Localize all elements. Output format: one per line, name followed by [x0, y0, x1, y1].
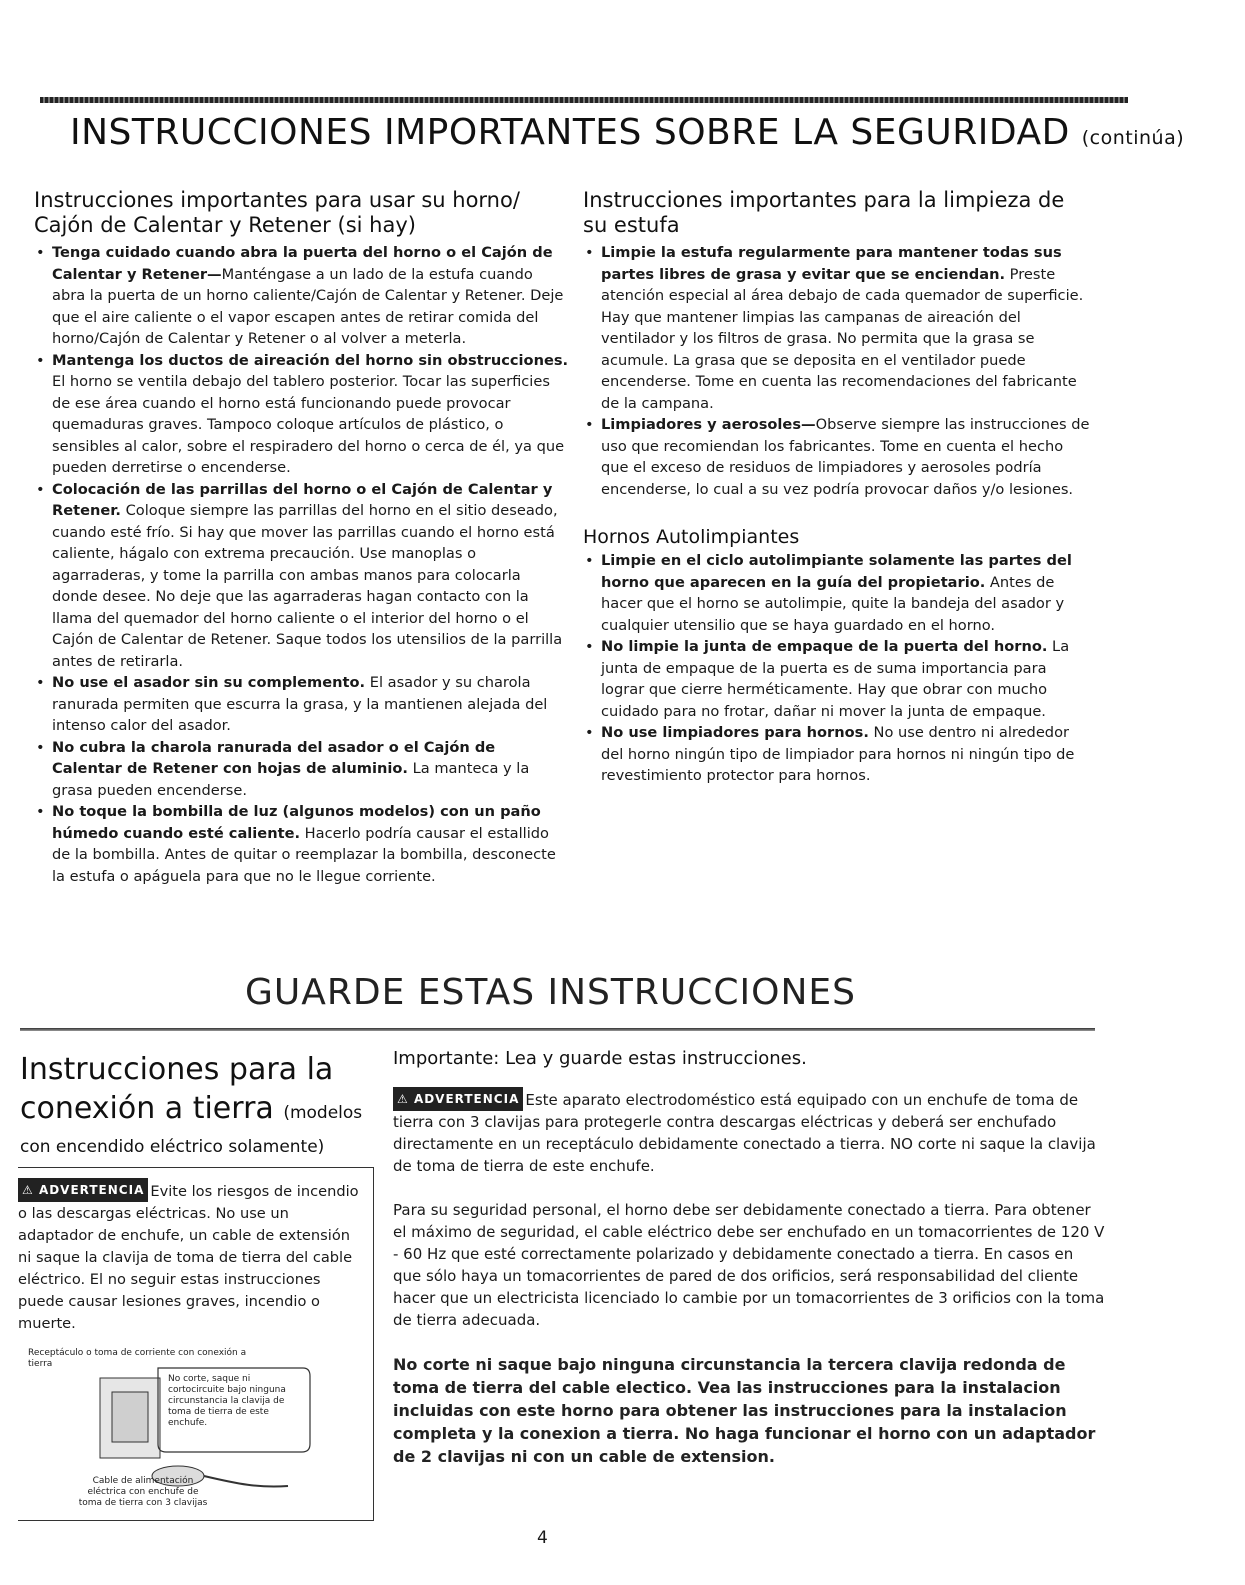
warning-badge: ⚠ ADVERTENCIA — [393, 1087, 523, 1111]
receptacle-label: Receptáculo o toma de corriente con conexión a tierra — [28, 1348, 247, 1369]
item-lead: Limpie en el ciclo autolimpiante solamente las partes del horno que aparecen en la guía del propietario. — [601, 552, 1072, 591]
warning-badge-label: ADVERTENCIA — [413, 1092, 520, 1106]
list-item — [583, 550, 1093, 636]
grounding-warning-box — [18, 1167, 374, 1521]
page-number: 4 — [537, 1528, 548, 1548]
item-lead: Limpiadores y aerosoles— — [601, 416, 816, 433]
item-lead: No use limpiadores para hornos. — [601, 724, 869, 741]
grounding-title-line3: con encendido eléctrico solamente) — [20, 1137, 325, 1157]
list-item — [34, 801, 569, 887]
grounding-title-main: conexión a tierra — [20, 1091, 274, 1126]
list-item — [583, 636, 1093, 722]
item-text: La junta de empaque de la puerta es de suma importancia para lograr que cierre herméticamente. Hay que obrar con mucho cuidado para no frotar, dañar ni mover la junta de empaque. — [601, 638, 1070, 720]
list-item — [34, 672, 569, 737]
list-item — [583, 414, 1093, 500]
self-clean-heading: Hornos Autolimpiantes — [583, 526, 800, 548]
list-item — [34, 737, 569, 802]
left-list — [34, 242, 569, 887]
grounding-title — [20, 1050, 380, 1160]
self-clean-list — [583, 550, 1093, 787]
grounding-title-line2 — [20, 1090, 380, 1132]
important-para-3: No corte ni saque bajo ninguna circunstancia la tercera clavija redonda de toma de tierra del cable electico. Vea las instrucciones para la instalacion incluidas con este horno para obtener las instrucciones para la instalacion completa y la conexion a tierra. No haga funcionar el horno con un adaptador de 2 clavijas ni con un cable de extension. — [393, 1355, 1096, 1466]
para-1-text: Este aparato electrodoméstico está equipado con un enchufe de toma de tierra con 3 clavijas para protegerle contra descargas eléctricas y deberá ser enchufado directamente en un receptáculo debidamente conectado a tierra. NO corte ni saque la clavija de toma de tierra de este enchufe. — [393, 1091, 1096, 1175]
right-heading: Instrucciones importantes para la limpieza de su estufa — [583, 188, 1065, 237]
cord-label: Cable de alimentación eléctrica con enchufe de toma de tierra con 3 clavijas — [78, 1476, 208, 1508]
item-text: La manteca y la grasa pueden encenderse. — [52, 760, 530, 799]
list-item — [34, 350, 569, 479]
important-para-1 — [393, 1087, 1105, 1177]
item-text: Antes de hacer que el horno se autolimpie, quite la bandeja del asador y cualquier utensilio que se haya guardado en el horno. — [601, 573, 1065, 634]
important-section — [393, 1048, 1105, 1468]
important-para-2: Para su seguridad personal, el horno debe ser debidamente conectado a tierra. Para obtener el máximo de seguridad, el cable eléctrico debe ser enchufado en un tomacorrientes de 120 V - 60 Hz que esté correctamente polarizado y debidamente conectado a tierra. En casos en que sólo haya un tomacorrientes de pared de dos orificios, será responsabilidad del cliente hacer que un electricista licenciado lo cambie por un tomacorrientes de 3 orificios con la toma de tierra adecuada. — [393, 1201, 1105, 1329]
left-column — [34, 188, 569, 887]
left-heading: Instrucciones importantes para usar su horno/ Cajón de Calentar y Retener (si hay) — [34, 188, 520, 237]
item-lead: Tenga cuidado cuando abra la puerta del horno o el Cajón de Calentar y Retener— — [52, 244, 553, 283]
continued-label: (continúa) — [1081, 127, 1185, 149]
warning-badge-label: ADVERTENCIA — [38, 1183, 145, 1197]
item-text: Hacerlo podría causar el estallido de la bombilla. Antes de quitar o reemplazar la bombilla, desconecte la estufa o apáguela para que no le llegue corriente. — [52, 824, 556, 885]
warning-badge: ⚠ ADVERTENCIA — [18, 1178, 148, 1202]
grounding-title-line1: Instrucciones para la — [20, 1052, 334, 1087]
item-lead: No cubra la charola ranurada del asador o el Cajón de Calentar de Retener con hojas de aluminio. — [52, 738, 496, 777]
grounding-diagram — [18, 1348, 373, 1518]
cord-shape — [204, 1476, 288, 1487]
grounding-title-small: (modelos — [283, 1103, 363, 1123]
list-item — [583, 722, 1093, 787]
important-heading: Importante: Lea y guarde estas instrucciones. — [393, 1048, 807, 1069]
item-lead: No toque la bombilla de luz (algunos modelos) con un paño húmedo cuando esté caliente. — [52, 803, 541, 842]
item-lead: Colocación de las parrillas del horno o el Cajón de Calentar y Retener. — [52, 480, 553, 519]
item-text: Coloque siempre las parrillas del horno en el sitio deseado, cuando esté frío. Si hay que mover las parrillas cuando el horno está caliente, hágalo con extrema precaución. Use manoplas o agarraderas, y tome la parrilla con ambas manos para colocarla donde desee. No deje que las agarraderas hagan contacto con la llama del quemador del horno caliente o el interior del horno o el Cajón de Calentar de Retener. Saque todos los utensilios de la parrilla antes de retirarla. — [52, 502, 563, 670]
grounding-warning — [18, 1178, 363, 1335]
item-lead: Limpie la estufa regularmente para mantener todas sus partes libres de grasa y evitar que se enciendan. — [601, 244, 1062, 283]
list-item — [34, 242, 569, 350]
top-rule — [40, 97, 1128, 103]
list-item — [583, 242, 1093, 414]
right-list — [583, 242, 1093, 500]
section-divider — [20, 1028, 1095, 1031]
warning-text: Evite los riesgos de incendio o las descargas eléctricas. No use un adaptador de enchufe, un cable de extensión ni saque la clavija de toma de tierra del cable eléctrico. El no seguir estas instrucciones puede causar lesiones graves, incendio o muerte. — [18, 1183, 359, 1332]
item-text: Observe siempre las instrucciones de uso que recomiendan los fabricantes. Tome en cuenta el hecho que el exceso de residuos de limpiadores y aerosoles podría encenderse, lo cual a su vez podría provocar daños y/o lesiones. — [601, 416, 1090, 498]
page-title — [70, 112, 1190, 153]
item-text: No use dentro ni alrededor del horno ningún tipo de limpiador para hornos ni ningún tipo de revestimiento protector para hornos. — [601, 724, 1075, 784]
page-title-text: INSTRUCCIONES IMPORTANTES SOBRE LA SEGURIDAD — [70, 112, 1070, 153]
item-text: El asador y su charola ranurada permiten que escurra la grasa, y la mantienen alejada del intenso calor del asador. — [52, 674, 548, 734]
item-text: El horno se ventila debajo del tablero posterior. Tocar las superficies de ese área cuando el horno está funcionando puede provocar quemaduras graves. Tampoco coloque artículos de plástico, o sensibles al calor, sobre el respiradero del horno o cerca de él, ya que pueden derretirse o encenderse. — [52, 373, 565, 476]
list-item — [34, 479, 569, 673]
save-instructions-banner: GUARDE ESTAS INSTRUCCIONES — [245, 972, 857, 1013]
no-cut-label: No corte, saque ni cortocircuite bajo ninguna circunstancia la clavija de toma de tierra de este enchufe. — [168, 1374, 286, 1428]
item-lead: No use el asador sin su complemento. — [52, 674, 366, 691]
item-text: Manténgase a un lado de la estufa cuando abra la puerta de un horno caliente/Cajón de Calentar y Retener. Deje que el aire caliente o el vapor escapen antes de retirar comida del horno/Cajón de Calentar y Retener o al volver a meterla. — [52, 265, 564, 347]
item-lead: No limpie la junta de empaque de la puerta del horno. — [601, 638, 1048, 655]
right-column — [583, 188, 1093, 787]
item-lead: Mantenga los ductos de aireación del horno sin obstrucciones. — [52, 351, 569, 369]
item-text: Preste atención especial al área debajo de cada quemador de superficie. Hay que mantener limpias las campanas de aireación del ventilador y los filtros de grasa. No permita que la grasa se acumule. La grasa que se deposita en el ventilador puede encenderse. Tome en cuenta las recomendaciones del fabricante de la campana. — [601, 265, 1084, 412]
outlet-plate-shape — [112, 1392, 148, 1442]
